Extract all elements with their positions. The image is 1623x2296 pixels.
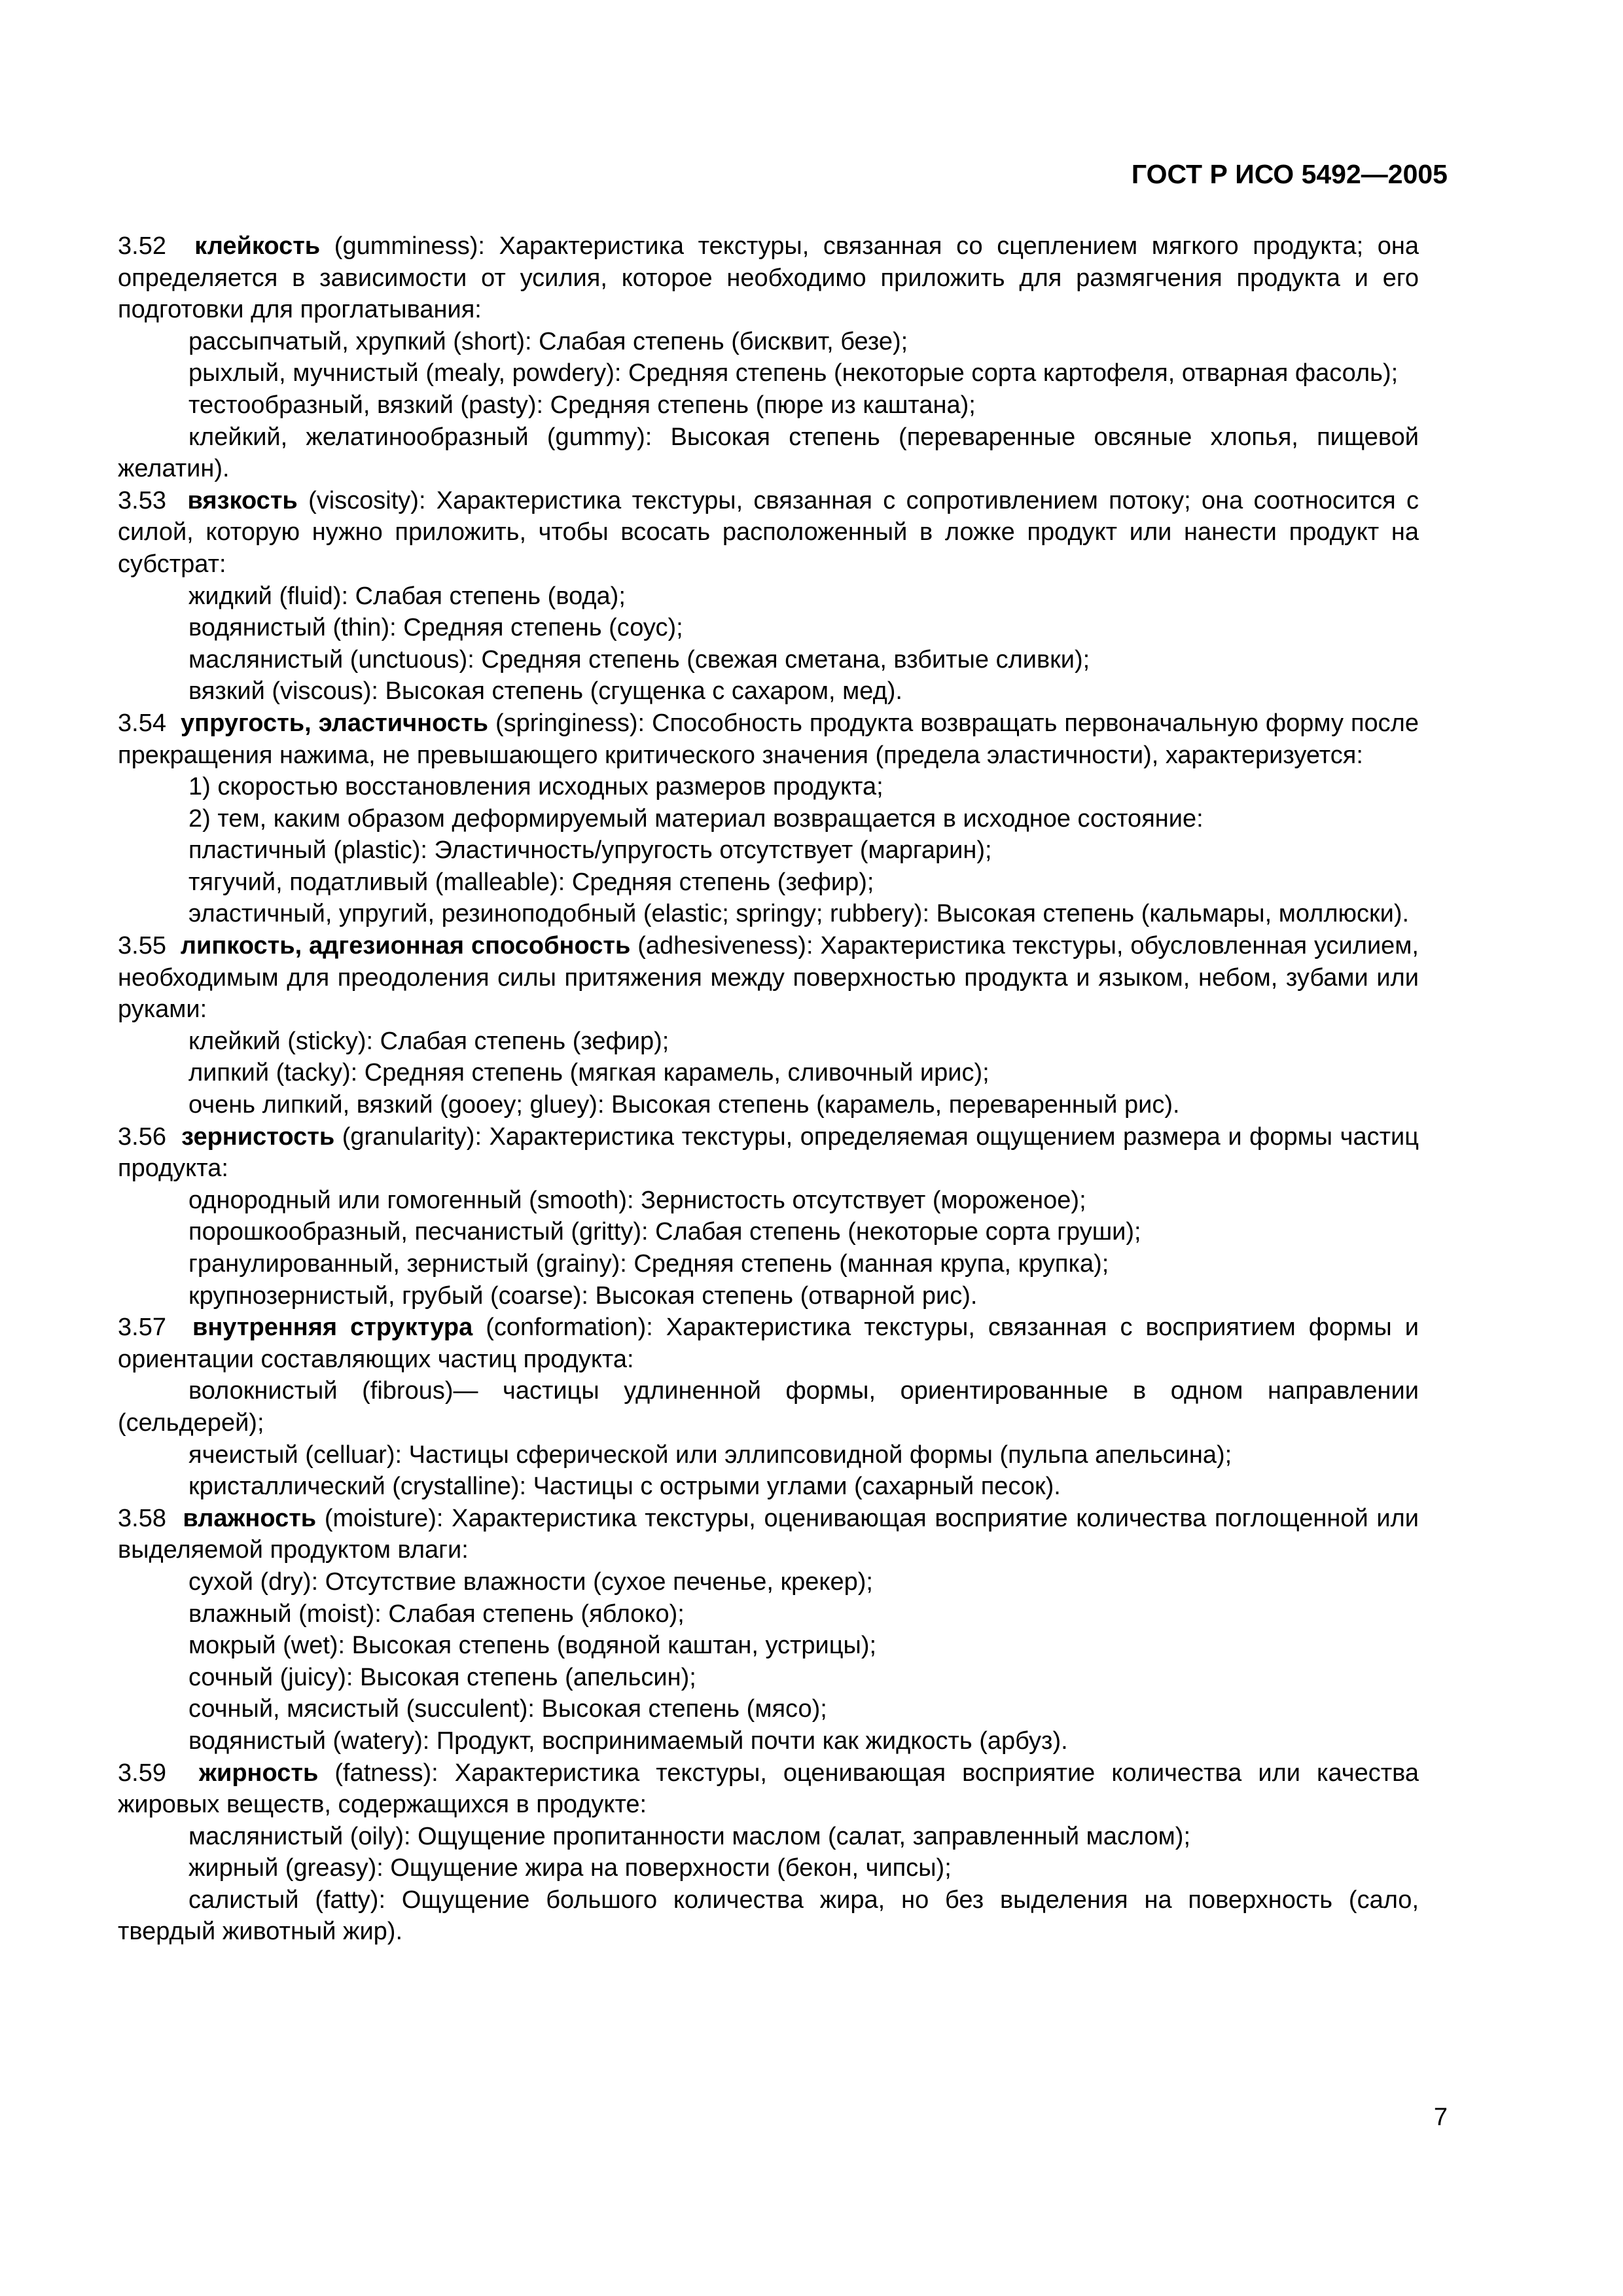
term-definition: (gumminess): Характеристика текстуры, связанная со сцеплением мягкого продукта; она определяется в зависимости от усилия, которое необходимо приложить для размягчения продукта и его подготовки для проглатывания: <box>118 232 1419 324</box>
term-item: рассыпчатый, хрупкий (short): Слабая степень (бисквит, безе); <box>188 327 908 355</box>
term-number: 3.59 <box>118 1759 166 1787</box>
term-entry <box>118 1503 1419 1566</box>
term-number: 3.58 <box>118 1504 166 1532</box>
term-item: ячеистый (celluar): Частицы сферической или эллипсовидной формы (пульпа апельсина); <box>188 1441 1232 1469</box>
term-item: клейкий (sticky): Слабая степень (зефир); <box>188 1027 669 1055</box>
term-number: 3.52 <box>118 232 166 260</box>
term-number: 3.56 <box>118 1122 166 1151</box>
term-definition: (fatness): Характеристика текстуры, оценивающая восприятие количества или качества жировых веществ, содержащихся в продукте: <box>118 1759 1419 1819</box>
term-name: вязкость <box>187 486 298 514</box>
document-body <box>118 230 1419 1948</box>
term-definition: (viscosity): Характеристика текстуры, связанная с сопротивлением потоку; она соотносится с силой, которую нужно приложить, чтобы всосать расположенный в ложке продукт или нанести продукт на субстрат: <box>118 486 1419 578</box>
term-entry <box>118 930 1419 1026</box>
term-item: пластичный (plastic): Эластичность/упругость отсутствует (маргарин); <box>188 836 992 865</box>
term-item: эластичный, упругий, резиноподобный (elastic; springy; rubbery): Высокая степень (кальмары, моллюски). <box>188 900 1410 928</box>
term-name: липкость, адгезионная способность <box>180 932 631 960</box>
term-item: гранулированный, зернистый (grainy): Средняя степень (манная крупа, крупка); <box>188 1250 1109 1278</box>
term-name: внутренняя структура <box>192 1314 473 1342</box>
term-entry <box>118 1757 1419 1821</box>
term-item: маслянистый (oily): Ощущение пропитанности маслом (салат, заправленный маслом); <box>188 1822 1191 1850</box>
term-definition: (springiness): Способность продукта возвращать первоначальную форму после прекращения нажима, не превышающего критического значения (предела эластичности), характеризуется: <box>118 709 1419 769</box>
term-item: очень липкий, вязкий (gooey; gluey): Высокая степень (карамель, переваренный рис). <box>188 1091 1180 1119</box>
term-number: 3.53 <box>118 486 166 514</box>
term-entry <box>118 1312 1419 1375</box>
term-item: волокнистый (fibrous)— частицы удлиненной формы, ориентированные в одном направлении (сельдерей); <box>118 1377 1419 1437</box>
term-item: 1) скоростью восстановления исходных размеров продукта; <box>188 773 883 801</box>
term-item: клейкий, желатинообразный (gummy): Высокая степень (переваренные овсяные хлопья, пищевой желатин). <box>118 423 1419 483</box>
term-item: влажный (moist): Слабая степень (яблоко); <box>188 1600 685 1628</box>
term-definition: (adhesiveness): Характеристика текстуры, обусловленная усилием, необходимым для преодоления силы притяжения между поверхностью продукта и языком, небом, зубами или руками: <box>118 932 1419 1024</box>
standard-id-header: ГОСТ Р ИСО 5492—2005 <box>1131 159 1448 189</box>
term-item: тягучий, податливый (malleable): Средняя степень (зефир); <box>188 868 874 896</box>
term-item: кристаллический (crystalline): Частицы с острыми углами (сахарный песок). <box>188 1473 1061 1501</box>
term-item: водянистый (thin): Средняя степень (соус); <box>188 614 683 642</box>
term-definition: (moisture): Характеристика текстуры, оценивающая восприятие количества поглощенной или выделяемой продуктом влаги: <box>118 1504 1419 1564</box>
term-entry <box>118 708 1419 771</box>
term-item: тестообразный, вязкий (pasty): Средняя степень (пюре из каштана); <box>188 391 976 419</box>
term-name: жирность <box>199 1759 319 1787</box>
term-entry <box>118 485 1419 581</box>
term-item: однородный или гомогенный (smooth): Зернистость отсутствует (мороженое); <box>188 1186 1086 1214</box>
term-item: вязкий (viscous): Высокая степень (сгущенка с сахаром, мед). <box>188 677 902 706</box>
term-item: маслянистый (unctuous): Средняя степень (свежая сметана, взбитые сливки); <box>188 645 1090 673</box>
term-item: сухой (dry): Отсутствие влажности (сухое печенье, крекер); <box>188 1568 873 1596</box>
term-item: жирный (greasy): Ощущение жира на поверхности (бекон, чипсы); <box>188 1854 952 1882</box>
term-number: 3.57 <box>118 1314 166 1342</box>
term-entry <box>118 1121 1419 1185</box>
term-name: зернистость <box>181 1122 335 1151</box>
term-item: крупнозернистый, грубый (coarse): Высокая степень (отварной рис). <box>188 1282 978 1310</box>
term-item: порошкообразный, песчанистый (gritty): Слабая степень (некоторые сорта груши); <box>188 1218 1141 1246</box>
term-item: 2) тем, каким образом деформируемый материал возвращается в исходное состояние: <box>188 804 1204 833</box>
term-item: рыхлый, мучнистый (mealy, powdery): Средняя степень (некоторые сорта картофеля, отварная фасоль); <box>188 359 1399 387</box>
term-number: 3.55 <box>118 932 166 960</box>
term-item: сочный (juicy): Высокая степень (апельсин); <box>188 1663 696 1691</box>
term-entry <box>118 230 1419 326</box>
term-item: сочный, мясистый (succulent): Высокая степень (мясо); <box>188 1695 827 1723</box>
term-definition: (granularity): Характеристика текстуры, определяемая ощущением размера и формы частиц продукта: <box>118 1122 1419 1183</box>
term-definition: (conformation): Характеристика текстуры, связанная с восприятием формы и ориентации составляющих частиц продукта: <box>118 1314 1419 1373</box>
term-item: жидкий (fluid): Слабая степень (вода); <box>188 582 626 610</box>
term-item: липкий (tacky): Средняя степень (мягкая карамель, сливочный ирис); <box>188 1059 990 1087</box>
page-number: 7 <box>1433 2104 1448 2131</box>
term-name: клейкость <box>194 232 321 260</box>
term-item: мокрый (wet): Высокая степень (водяной каштан, устрицы); <box>188 1632 877 1660</box>
term-number: 3.54 <box>118 709 166 737</box>
term-name: влажность <box>183 1504 317 1532</box>
term-item: водянистый (watery): Продукт, воспринимаемый почти как жидкость (арбуз). <box>188 1727 1068 1755</box>
term-name: упругость, эластичность <box>181 709 488 737</box>
term-item: салистый (fatty): Ощущение большого количества жира, но без выделения на поверхность (сало, твердый животный жир). <box>118 1886 1419 1946</box>
